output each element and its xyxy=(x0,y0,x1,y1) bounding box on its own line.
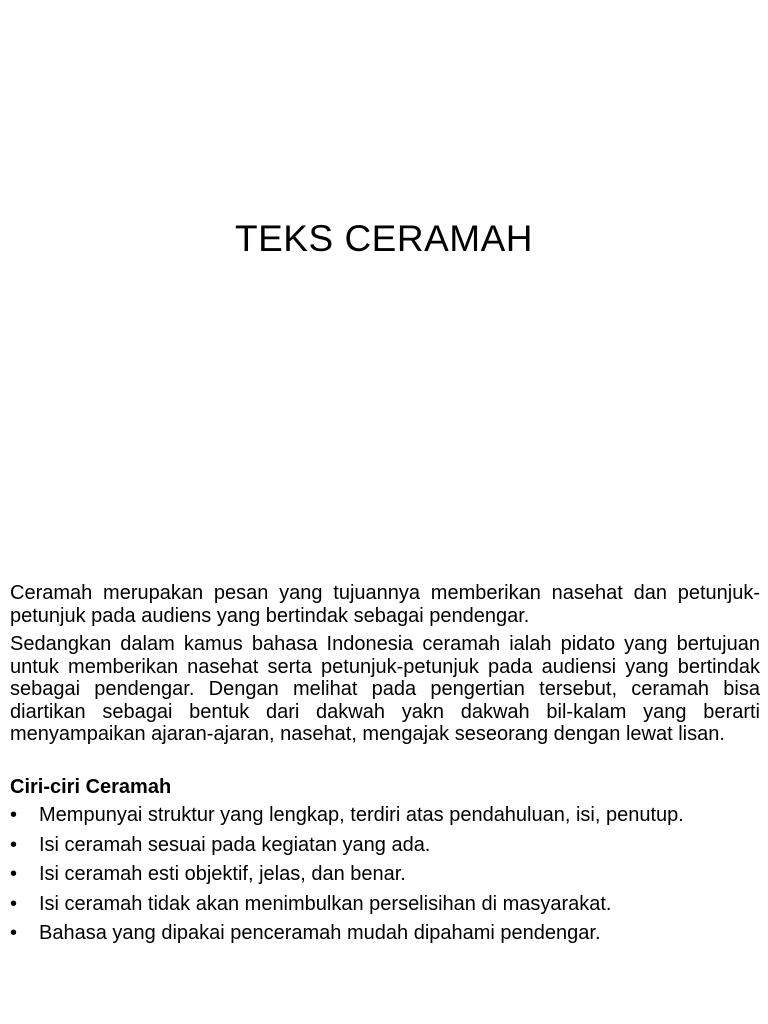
bullet-icon: • xyxy=(10,833,18,856)
bullet-list xyxy=(10,804,760,945)
bullet-icon: • xyxy=(10,922,18,944)
bullet-icon: • xyxy=(10,863,18,885)
slide-title: TEKS CERAMAH xyxy=(235,218,533,259)
paragraph-dictionary-definition: Sedangkan dalam kamus bahasa Indonesia ceramah ialah pidato yang bertujuan untuk memberikan nasehat serta petunjuk-petunjuk pada audiensi yang bertindak sebagai pendengar. Dengan melihat pada pengertian tersebut, ceramah bisa diartikan sebagai bentuk dari dakwah yakn dakwah bil-kalam yang berarti menyampaikan ajaran-ajaran, nasehat, mengajak seseorang dengan lewat lisan. xyxy=(10,633,760,745)
bullet-icon: • xyxy=(10,892,18,915)
list-item-text: Isi ceramah sesuai pada kegiatan yang ada. xyxy=(39,833,431,856)
list-item xyxy=(10,804,760,827)
list-item-text: Isi ceramah esti objektif, jelas, dan benar. xyxy=(39,863,406,885)
section-heading: Ciri-ciri Ceramah xyxy=(10,775,172,798)
list-item-text: Bahasa yang dipakai penceramah mudah dipahami pendengar. xyxy=(39,922,601,944)
list-item-text: Isi ceramah tidak akan menimbulkan perselisihan di masyarakat. xyxy=(39,892,612,915)
list-item xyxy=(10,922,760,945)
paragraph-definition: Ceramah merupakan pesan yang tujuannya memberikan nasehat dan petunjuk-petunjuk pada audiens yang bertindak sebagai pendengar. xyxy=(10,582,760,627)
list-item xyxy=(10,863,760,886)
content-slide xyxy=(10,582,760,952)
list-item xyxy=(10,834,760,857)
bullet-icon: • xyxy=(10,804,18,826)
list-item-text: Mempunyai struktur yang lengkap, terdiri atas pendahuluan, isi, penutup. xyxy=(39,804,684,826)
list-item xyxy=(10,893,760,916)
